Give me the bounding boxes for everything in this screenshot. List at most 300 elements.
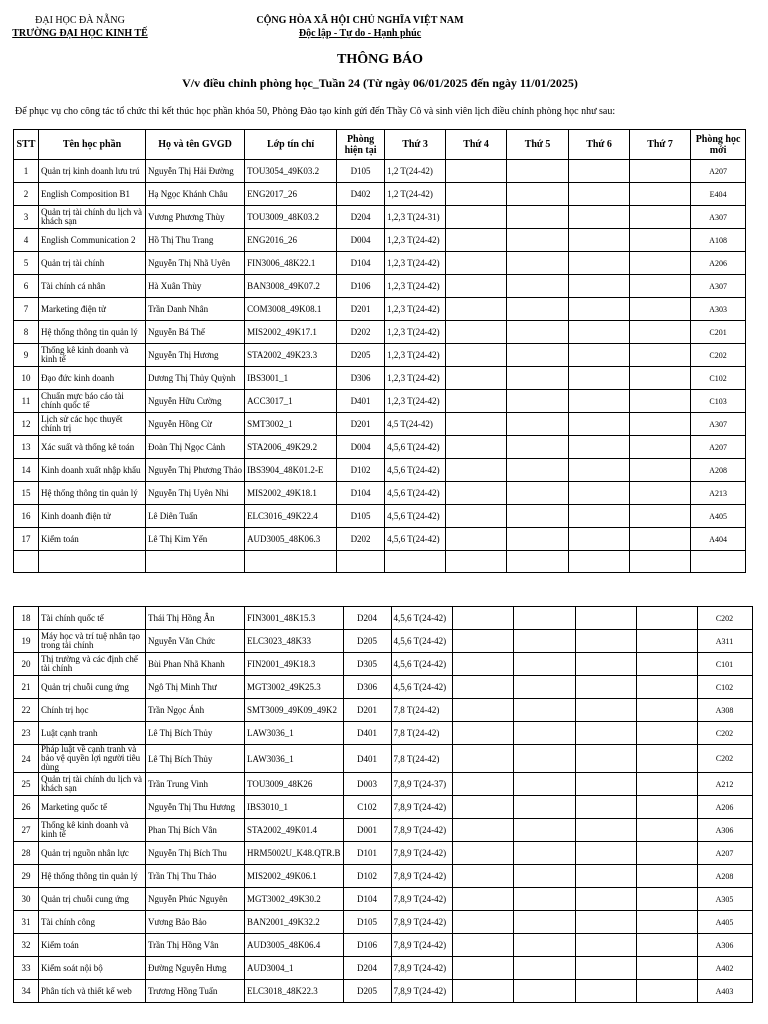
table-row	[14, 819, 753, 842]
class-code-cell: ELC3016_49K22.4	[245, 505, 337, 528]
friday-cell	[575, 888, 636, 911]
class-code-cell: LAW3036_1	[245, 745, 344, 773]
table-row	[14, 911, 753, 934]
stt-cell: 25	[14, 773, 39, 796]
friday-cell	[575, 865, 636, 888]
saturday-cell	[636, 773, 697, 796]
thursday-cell	[507, 206, 569, 229]
table-row	[14, 888, 753, 911]
wednesday-cell	[452, 934, 513, 957]
current-room-cell: D202	[337, 528, 385, 551]
stt-cell: 3	[14, 206, 39, 229]
lecturer-cell: Hạ Ngọc Khánh Châu	[146, 183, 245, 206]
column-header-thursday: Thứ 5	[507, 130, 569, 160]
current-room-cell: D201	[337, 298, 385, 321]
stt-cell: 28	[14, 842, 39, 865]
lecturer-cell: Lê Diên Tuấn	[146, 505, 245, 528]
course-name-cell: Hệ thống thông tin quản lý	[39, 865, 146, 888]
class-code-cell: FIN2001_49K18.3	[245, 653, 344, 676]
class-code-cell: COM3008_49K08.1	[245, 298, 337, 321]
thursday-cell	[513, 865, 575, 888]
stt-cell: 11	[14, 390, 39, 413]
table-row	[14, 183, 746, 206]
wednesday-cell	[452, 676, 513, 699]
empty-cell	[446, 551, 507, 573]
tuesday-cell: 4,5,6 T(24-42)	[391, 630, 452, 653]
current-room-cell: D205	[343, 980, 391, 1003]
tuesday-cell: 1,2,3 T(24-42)	[385, 344, 446, 367]
class-code-cell: SMT3009_49K09_49K2	[245, 699, 344, 722]
stt-cell: 2	[14, 183, 39, 206]
thursday-cell	[507, 229, 569, 252]
stt-cell: 7	[14, 298, 39, 321]
lecturer-cell: Lê Thị Bích Thủy	[146, 745, 245, 773]
class-code-cell: ACC3017_1	[245, 390, 337, 413]
friday-cell	[575, 607, 636, 630]
current-room-cell: D105	[337, 160, 385, 183]
lecturer-cell: Nguyễn Hữu Cường	[146, 390, 245, 413]
lecturer-cell: Trần Danh Nhân	[146, 298, 245, 321]
course-name-cell: Thống kê kinh doanh và kinh tế	[39, 819, 146, 842]
saturday-cell	[630, 160, 691, 183]
table-row	[14, 653, 753, 676]
friday-cell	[575, 653, 636, 676]
lecturer-cell: Nguyễn Thị Bích Thu	[146, 842, 245, 865]
thursday-cell	[513, 699, 575, 722]
friday-cell	[575, 842, 636, 865]
wednesday-cell	[446, 528, 507, 551]
document-title: THÔNG BÁO	[337, 52, 423, 67]
course-name-cell: English Composition B1	[39, 183, 146, 206]
friday-cell	[569, 482, 630, 505]
saturday-cell	[636, 653, 697, 676]
table-row	[14, 482, 746, 505]
friday-cell	[575, 819, 636, 842]
stt-cell: 4	[14, 229, 39, 252]
current-room-cell: D402	[337, 183, 385, 206]
saturday-cell	[636, 796, 697, 819]
course-name-cell: Quản trị chuỗi cung ứng	[39, 676, 146, 699]
class-code-cell: TOU3054_49K03.2	[245, 160, 337, 183]
table-row	[14, 298, 746, 321]
tuesday-cell: 4,5,6 T(24-42)	[385, 482, 446, 505]
tuesday-cell: 7,8 T(24-42)	[391, 745, 452, 773]
thursday-cell	[513, 796, 575, 819]
course-name-cell: Thị trường và các định chế tài chính	[39, 653, 146, 676]
wednesday-cell	[446, 160, 507, 183]
new-room-cell: A108	[691, 229, 746, 252]
table-header-row	[14, 130, 746, 160]
empty-cell	[385, 551, 446, 573]
current-room-cell: D201	[337, 413, 385, 436]
university-name: ĐẠI HỌC ĐÀ NẴNG	[35, 15, 125, 26]
tuesday-cell: 1,2,3 T(24-42)	[385, 390, 446, 413]
lecturer-cell: Nguyễn Thị Uyên Nhi	[146, 482, 245, 505]
course-name-cell: Chính trị học	[39, 699, 146, 722]
table-row	[14, 229, 746, 252]
new-room-cell: A307	[691, 413, 746, 436]
lecturer-cell: Vương Bảo Bảo	[146, 911, 245, 934]
stt-cell: 34	[14, 980, 39, 1003]
wednesday-cell	[446, 436, 507, 459]
saturday-cell	[636, 888, 697, 911]
table-row	[14, 367, 746, 390]
lecturer-cell: Đoàn Thị Ngọc Cảnh	[146, 436, 245, 459]
current-room-cell: D101	[343, 842, 391, 865]
thursday-cell	[507, 390, 569, 413]
course-name-cell: English Communication 2	[39, 229, 146, 252]
tuesday-cell: 7,8 T(24-42)	[391, 699, 452, 722]
saturday-cell	[636, 842, 697, 865]
new-room-cell: C102	[691, 367, 746, 390]
new-room-cell: C202	[697, 722, 752, 745]
friday-cell	[569, 321, 630, 344]
saturday-cell	[630, 459, 691, 482]
friday-cell	[569, 344, 630, 367]
tuesday-cell: 4,5,6 T(24-42)	[385, 505, 446, 528]
lecturer-cell: Nguyễn Thị Phương Thảo	[146, 459, 245, 482]
wednesday-cell	[446, 183, 507, 206]
table-row	[14, 842, 753, 865]
column-header-lecturer: Họ và tên GVGD	[146, 130, 245, 160]
class-code-cell: STA2002_49K23.3	[245, 344, 337, 367]
wednesday-cell	[452, 819, 513, 842]
column-header-current-room: Phòng hiện tại	[337, 130, 385, 160]
course-name-cell: Kiểm soát nội bộ	[39, 957, 146, 980]
friday-cell	[575, 934, 636, 957]
tuesday-cell: 4,5,6 T(24-42)	[391, 676, 452, 699]
tuesday-cell: 1,2,3 T(24-42)	[385, 252, 446, 275]
new-room-cell: C102	[697, 676, 752, 699]
course-name-cell: Marketing điện tử	[39, 298, 146, 321]
lecturer-cell: Nguyễn Thị Nhã Uyên	[146, 252, 245, 275]
course-name-cell: Luật cạnh tranh	[39, 722, 146, 745]
stt-cell: 6	[14, 275, 39, 298]
table-row	[14, 699, 753, 722]
friday-cell	[575, 630, 636, 653]
lecturer-cell: Nguyễn Thị Thu Hương	[146, 796, 245, 819]
friday-cell	[575, 722, 636, 745]
new-room-cell: C101	[697, 653, 752, 676]
current-room-cell: D401	[337, 390, 385, 413]
class-code-cell: BAN2001_49K32.2	[245, 911, 344, 934]
current-room-cell: D003	[343, 773, 391, 796]
wednesday-cell	[446, 413, 507, 436]
lecturer-cell: Ngô Thị Minh Thư	[146, 676, 245, 699]
lecturer-cell: Trần Thị Thu Thảo	[146, 865, 245, 888]
current-room-cell: D306	[343, 676, 391, 699]
wednesday-cell	[452, 722, 513, 745]
current-room-cell: D204	[337, 206, 385, 229]
course-name-cell: Phân tích và thiết kế web	[39, 980, 146, 1003]
column-header-new-room: Phòng học mới	[691, 130, 746, 160]
class-code-cell: ENG2017_26	[245, 183, 337, 206]
thursday-cell	[513, 630, 575, 653]
column-header-wednesday: Thứ 4	[446, 130, 507, 160]
new-room-cell: A308	[697, 699, 752, 722]
stt-cell: 17	[14, 528, 39, 551]
schedule-table-part2	[13, 606, 753, 1003]
course-name-cell: Hệ thống thông tin quản lý	[39, 482, 146, 505]
thursday-cell	[513, 819, 575, 842]
new-room-cell: C202	[697, 607, 752, 630]
friday-cell	[569, 505, 630, 528]
current-room-cell: D106	[343, 934, 391, 957]
course-name-cell: Tài chính công	[39, 911, 146, 934]
course-name-cell: Chuẩn mực báo cáo tài chính quốc tế	[39, 390, 146, 413]
thursday-cell	[507, 528, 569, 551]
new-room-cell: C202	[697, 745, 752, 773]
tuesday-cell: 7,8,9 T(24-42)	[391, 865, 452, 888]
tuesday-cell: 1,2 T(24-42)	[385, 183, 446, 206]
tuesday-cell: 7,8,9 T(24-42)	[391, 957, 452, 980]
stt-cell: 13	[14, 436, 39, 459]
course-name-cell: Quản trị tài chính	[39, 252, 146, 275]
current-room-cell: D205	[343, 630, 391, 653]
saturday-cell	[630, 183, 691, 206]
saturday-cell	[636, 865, 697, 888]
wednesday-cell	[446, 252, 507, 275]
friday-cell	[569, 367, 630, 390]
course-name-cell: Lịch sử các học thuyết chính trị	[39, 413, 146, 436]
wednesday-cell	[446, 367, 507, 390]
class-code-cell: AUD3005_48K06.4	[245, 934, 344, 957]
stt-cell: 16	[14, 505, 39, 528]
new-room-cell: A405	[697, 911, 752, 934]
thursday-cell	[507, 505, 569, 528]
lecturer-cell: Trần Ngọc Ánh	[146, 699, 245, 722]
saturday-cell	[630, 275, 691, 298]
new-room-cell: A207	[691, 160, 746, 183]
course-name-cell: Xác suất và thống kê toán	[39, 436, 146, 459]
stt-cell: 8	[14, 321, 39, 344]
column-header-friday: Thứ 6	[569, 130, 630, 160]
wednesday-cell	[446, 459, 507, 482]
stt-cell: 27	[14, 819, 39, 842]
wednesday-cell	[452, 653, 513, 676]
new-room-cell: A206	[691, 252, 746, 275]
lecturer-cell: Trần Trung Vinh	[146, 773, 245, 796]
lecturer-cell: Nguyễn Thị Hương	[146, 344, 245, 367]
empty-cell	[14, 551, 39, 573]
saturday-cell	[630, 482, 691, 505]
thursday-cell	[513, 888, 575, 911]
class-code-cell: ENG2016_26	[245, 229, 337, 252]
thursday-cell	[513, 934, 575, 957]
tuesday-cell: 7,8,9 T(24-42)	[391, 842, 452, 865]
thursday-cell	[507, 321, 569, 344]
empty-cell	[39, 551, 146, 573]
table-row	[14, 390, 746, 413]
saturday-cell	[636, 745, 697, 773]
stt-cell: 22	[14, 699, 39, 722]
tuesday-cell: 4,5,6 T(24-42)	[391, 607, 452, 630]
tuesday-cell: 4,5,6 T(24-42)	[391, 653, 452, 676]
thursday-cell	[507, 436, 569, 459]
course-name-cell: Quản trị nguồn nhân lực	[39, 842, 146, 865]
new-room-cell: A207	[697, 842, 752, 865]
thursday-cell	[507, 367, 569, 390]
wednesday-cell	[446, 229, 507, 252]
stt-cell: 15	[14, 482, 39, 505]
friday-cell	[575, 957, 636, 980]
class-code-cell: ELC3023_48K33	[245, 630, 344, 653]
friday-cell	[569, 252, 630, 275]
new-room-cell: C202	[691, 344, 746, 367]
saturday-cell	[636, 934, 697, 957]
course-name-cell: Kinh doanh xuất nhập khẩu	[39, 459, 146, 482]
lecturer-cell: Hà Xuân Thùy	[146, 275, 245, 298]
wednesday-cell	[446, 206, 507, 229]
course-name-cell: Marketing quốc tế	[39, 796, 146, 819]
class-code-cell: SMT3002_1	[245, 413, 337, 436]
current-room-cell: D305	[343, 653, 391, 676]
friday-cell	[569, 390, 630, 413]
course-name-cell: Tài chính quốc tế	[39, 607, 146, 630]
current-room-cell: D204	[343, 957, 391, 980]
stt-cell: 33	[14, 957, 39, 980]
lecturer-cell: Trương Hồng Tuấn	[146, 980, 245, 1003]
friday-cell	[569, 298, 630, 321]
empty-cell	[245, 551, 337, 573]
new-room-cell: A213	[691, 482, 746, 505]
tuesday-cell: 1,2,3 T(24-42)	[385, 229, 446, 252]
wednesday-cell	[446, 390, 507, 413]
table-row	[14, 957, 753, 980]
class-code-cell: MGT3002_49K25.3	[245, 676, 344, 699]
thursday-cell	[507, 160, 569, 183]
lecturer-cell: Lê Thị Kim Yến	[146, 528, 245, 551]
course-name-cell: Tài chính cá nhân	[39, 275, 146, 298]
empty-cell	[691, 551, 746, 573]
tuesday-cell: 1,2,3 T(24-42)	[385, 321, 446, 344]
table-row	[14, 252, 746, 275]
thursday-cell	[513, 676, 575, 699]
table-row	[14, 459, 746, 482]
table-row	[14, 505, 746, 528]
current-room-cell: D105	[337, 505, 385, 528]
table-row	[14, 865, 753, 888]
stt-cell: 5	[14, 252, 39, 275]
thursday-cell	[507, 482, 569, 505]
tuesday-cell: 7,8,9 T(24-42)	[391, 934, 452, 957]
tuesday-cell: 7,8,9 T(24-42)	[391, 911, 452, 934]
new-room-cell: C103	[691, 390, 746, 413]
national-title: CỘNG HÒA XÃ HỘI CHỦ NGHĨA VIỆT NAM	[256, 15, 464, 26]
tuesday-cell: 7,8,9 T(24-42)	[391, 819, 452, 842]
new-room-cell: A208	[691, 459, 746, 482]
new-room-cell: A305	[697, 888, 752, 911]
wednesday-cell	[452, 842, 513, 865]
wednesday-cell	[452, 773, 513, 796]
wednesday-cell	[452, 630, 513, 653]
tuesday-cell: 7,8,9 T(24-42)	[391, 888, 452, 911]
table-row	[14, 745, 753, 773]
stt-cell: 1	[14, 160, 39, 183]
current-room-cell: D104	[337, 252, 385, 275]
lecturer-cell: Nguyễn Phúc Nguyên	[146, 888, 245, 911]
friday-cell	[575, 796, 636, 819]
table-row	[14, 436, 746, 459]
tuesday-cell: 1,2,3 T(24-31)	[385, 206, 446, 229]
course-name-cell: Quản trị chuỗi cung ứng	[39, 888, 146, 911]
friday-cell	[575, 773, 636, 796]
lecturer-cell: Trần Thị Hồng Vân	[146, 934, 245, 957]
class-code-cell: IBS3001_1	[245, 367, 337, 390]
course-name-cell: Kiểm toán	[39, 528, 146, 551]
saturday-cell	[636, 630, 697, 653]
saturday-cell	[630, 436, 691, 459]
class-code-cell: IBS3904_48K01.2-E	[245, 459, 337, 482]
new-room-cell: A307	[691, 275, 746, 298]
schedule-table-part1	[13, 129, 746, 573]
new-room-cell: A307	[691, 206, 746, 229]
friday-cell	[569, 229, 630, 252]
saturday-cell	[636, 819, 697, 842]
table-row	[14, 934, 753, 957]
class-code-cell: IBS3010_1	[245, 796, 344, 819]
document-subtitle: V/v điều chỉnh phòng học_Tuần 24 (Từ ngày 06/01/2025 đến ngày 11/01/2025)	[182, 76, 578, 90]
stt-cell: 26	[14, 796, 39, 819]
new-room-cell: A208	[697, 865, 752, 888]
empty-cell	[569, 551, 630, 573]
tuesday-cell: 1,2,3 T(24-42)	[385, 275, 446, 298]
empty-cell	[507, 551, 569, 573]
thursday-cell	[507, 413, 569, 436]
table-row	[14, 528, 746, 551]
national-header	[200, 14, 520, 40]
lecturer-cell: Thái Thị Hồng Ân	[146, 607, 245, 630]
class-code-cell: FIN3006_48K22.1	[245, 252, 337, 275]
tuesday-cell: 1,2 T(24-42)	[385, 160, 446, 183]
saturday-cell	[630, 321, 691, 344]
lecturer-cell: Nguyễn Hồng Cừ	[146, 413, 245, 436]
thursday-cell	[513, 773, 575, 796]
empty-cell	[630, 551, 691, 573]
thursday-cell	[513, 722, 575, 745]
new-room-cell: A303	[691, 298, 746, 321]
friday-cell	[569, 206, 630, 229]
new-room-cell: A306	[697, 934, 752, 957]
saturday-cell	[630, 528, 691, 551]
tuesday-cell: 4,5 T(24-42)	[385, 413, 446, 436]
class-code-cell: MIS2002_49K17.1	[245, 321, 337, 344]
friday-cell	[575, 911, 636, 934]
school-name: TRƯỜNG ĐẠI HỌC KINH TẾ	[12, 28, 148, 39]
stt-cell: 32	[14, 934, 39, 957]
friday-cell	[569, 160, 630, 183]
stt-cell: 24	[14, 745, 39, 773]
wednesday-cell	[446, 321, 507, 344]
stt-cell: 9	[14, 344, 39, 367]
table-row	[14, 722, 753, 745]
table-row	[14, 321, 746, 344]
lecturer-cell: Nguyễn Bá Thế	[146, 321, 245, 344]
stt-cell: 12	[14, 413, 39, 436]
thursday-cell	[513, 911, 575, 934]
stt-cell: 23	[14, 722, 39, 745]
saturday-cell	[630, 229, 691, 252]
tuesday-cell: 7,8 T(24-42)	[391, 722, 452, 745]
tuesday-cell: 1,2,3 T(24-42)	[385, 298, 446, 321]
table-row	[14, 206, 746, 229]
stt-cell: 10	[14, 367, 39, 390]
national-motto: Độc lập - Tự do - Hạnh phúc	[298, 28, 422, 39]
column-header-saturday: Thứ 7	[630, 130, 691, 160]
course-name-cell: Hệ thống thông tin quản lý	[39, 321, 146, 344]
new-room-cell: A402	[697, 957, 752, 980]
column-header-course-name: Tên học phần	[39, 130, 146, 160]
